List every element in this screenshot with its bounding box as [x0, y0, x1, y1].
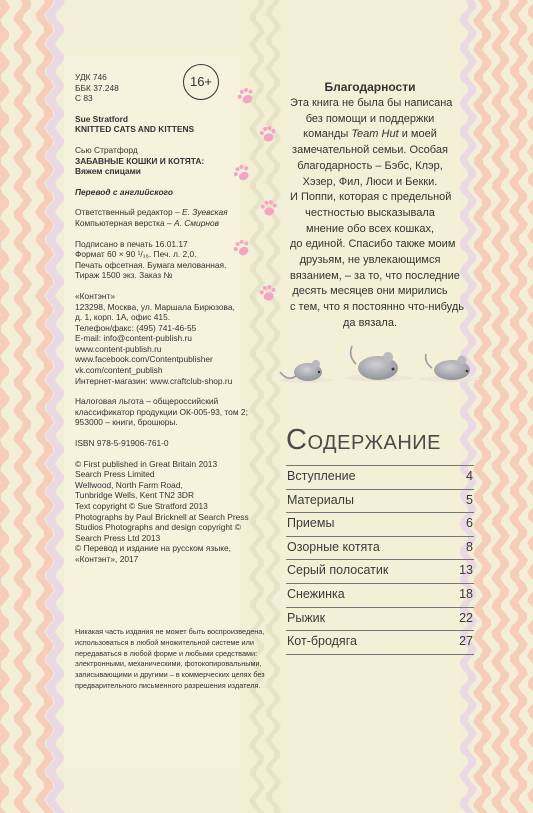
isbn-block — [75, 438, 275, 449]
copyright-line: © Перевод и издание на русском языке, — [75, 543, 231, 554]
toc-item-label: Рыжик — [287, 610, 326, 625]
acknowledgements-fragment: благодарность – Бэбс, Клэр, — [297, 159, 443, 172]
paw-print-icon — [256, 281, 280, 305]
copyright-line: «Контэнт», 2017 — [75, 553, 139, 564]
acknowledgements-line — [290, 159, 450, 175]
toc-item[interactable] — [286, 584, 474, 608]
publisher-block — [75, 291, 275, 386]
acknowledgements-fragment: друзьям, не увлекающимся — [299, 254, 441, 267]
copyright-line: Search Press Limited — [75, 469, 155, 480]
paw-print-icon — [256, 122, 279, 145]
toc-item[interactable] — [286, 560, 474, 584]
acknowledgements-line — [290, 284, 450, 300]
acknowledgements-fragment: с тем, что я постоянно что-нибудь — [290, 301, 464, 314]
print-line: Формат 60 × 90 ¹/₁₆. Печ. л. 2,0. — [75, 249, 197, 260]
toc-item-page: 8 — [466, 539, 473, 554]
original-title: KNITTED CATS AND KITTENS — [75, 124, 195, 135]
publisher-line: «Контэнт» — [75, 290, 116, 301]
toc-item-label: Озорные котята — [287, 539, 380, 554]
acknowledgements-line — [290, 316, 450, 332]
acknowledgements-fragment: И Поппи, которая с предельной — [290, 191, 452, 204]
toc-item-page: 6 — [466, 516, 473, 531]
toc-item-label: Снежинка — [287, 586, 345, 601]
print-line: Печать офсетная. Бумага мелованная. — [75, 259, 227, 270]
legal-notice — [75, 627, 275, 692]
copyright-line: Tunbridge Wells, Kent TN2 3DR — [75, 490, 195, 501]
acknowledgements-line — [290, 300, 464, 316]
acknowledgements-fragment: честностью высказывала — [305, 206, 435, 219]
copyright-line: Wellwood, North Farm Road, — [75, 479, 183, 490]
publisher-line: 123298, Москва, ул. Маршала Бирюзова, — [75, 301, 235, 312]
toc-item[interactable] — [286, 537, 474, 561]
tax-line: 953000 – книги, брошюры. — [75, 417, 178, 428]
acknowledgements-fragment: вязанием, – за то, что последние — [290, 269, 460, 282]
toc-item-label: Серый полосатик — [287, 563, 389, 578]
russian-title: ЗАБАВНЫЕ КОШКИ И КОТЯТА: — [75, 155, 205, 166]
original-edition-block — [75, 114, 275, 135]
legal-line: использоваться в любой множительной системе или — [75, 637, 254, 647]
publisher-line: E-mail: info@content-publish.ru — [75, 333, 192, 344]
legal-line: предварительного письменного разрешения издателя. — [75, 680, 261, 690]
toc-item[interactable] — [286, 608, 474, 632]
copyright-line: © First published in Great Britain 2013 — [75, 458, 218, 469]
acknowledgements-fragment: и моей — [398, 128, 437, 141]
copyright-line: Text copyright © Sue Stratford 2013 — [75, 501, 208, 511]
publisher-line: д. 1, корп. 1А, офис 415. — [75, 312, 171, 323]
translation-note: Перевод с английского — [75, 186, 173, 197]
paw-print-icon — [258, 197, 280, 219]
udk-code: УДК 746 — [75, 72, 107, 82]
copyright-line: Studios Photographs and design copyright © — [75, 522, 241, 533]
editor-name: Е. Зуевская — [181, 207, 228, 218]
acknowledgements-fragment: Хэзер, Фил, Люси и Бекки. — [302, 175, 438, 188]
acknowledgements-title: Благодарности — [324, 80, 416, 94]
acknowledgements-line — [290, 269, 460, 285]
editor-label: Ответственный редактор – — [75, 207, 182, 218]
toc-item[interactable] — [286, 513, 474, 537]
knitted-mice-photo — [276, 332, 488, 402]
acknowledgements-line — [290, 112, 450, 128]
publisher-line: www.content-publish.ru — [75, 343, 162, 354]
toc-item-label: Кот-бродяга — [287, 634, 357, 649]
acknowledgements-fragment: команды — [303, 128, 352, 141]
toc-item-page: 18 — [459, 586, 473, 601]
tax-line: Налоговая льгота – общероссийский — [75, 396, 219, 407]
publisher-line: Телефон/факс: (495) 741-46-55 — [75, 322, 197, 333]
toc-item-page: 27 — [459, 634, 473, 649]
imprint-column — [75, 72, 275, 575]
toc-item-page: 22 — [459, 610, 473, 625]
layout-name: А. Смирнов — [174, 217, 219, 228]
print-line: Тираж 1500 экз. Заказ № — [75, 270, 173, 281]
acknowledgements-line — [290, 190, 450, 206]
acknowledgements-fragment: до единой. Спасибо также моим — [290, 238, 456, 251]
toc-item-label: Приемы — [287, 516, 335, 531]
original-author: Sue Stratford — [75, 113, 129, 124]
tax-block — [75, 396, 275, 428]
acknowledgements-line — [290, 237, 456, 253]
russian-subtitle: Вяжем спицами — [75, 166, 141, 177]
toc-item[interactable] — [286, 490, 474, 514]
bbk-code: ББК 37.248 — [75, 82, 119, 93]
acknowledgements-fragment: мнение обо всех кошках, — [306, 222, 434, 235]
acknowledgements-line — [290, 96, 453, 112]
contents-title: Содержание — [286, 424, 442, 456]
toc-item[interactable] — [286, 631, 474, 655]
acknowledgements-fragment: да вязала. — [342, 316, 398, 329]
toc-item-page: 4 — [466, 469, 473, 483]
toc-item-page: 5 — [466, 492, 473, 507]
acknowledgements-fragment: Эта книга не была бы написана — [290, 97, 453, 109]
translation-note-block — [75, 187, 275, 198]
russian-author: Сью Стратфорд — [75, 144, 138, 155]
editor-line — [75, 207, 275, 218]
layout-line — [75, 218, 275, 229]
toc-item[interactable] — [286, 465, 474, 490]
staff-block — [75, 207, 275, 228]
table-of-contents — [286, 465, 474, 655]
toc-item-label: Материалы — [287, 492, 354, 507]
legal-line: Никакая часть издания не может быть воспроизведена, — [75, 627, 265, 636]
acknowledgements — [290, 80, 464, 332]
age-rating-badge: 16+ — [183, 64, 219, 100]
acknowledgements-fragment: замечательной семьи. Особая — [292, 144, 448, 157]
legal-line: записывающими и другими – в коммерческих целях без — [75, 670, 265, 680]
legal-line: передаваться в любой форме и любыми средствами: — [75, 648, 258, 658]
acknowledgements-text — [290, 96, 464, 332]
publisher-line: vk.com/content_publish — [75, 365, 163, 376]
acknowledgements-line — [290, 143, 450, 159]
team-name: Team Hut — [351, 128, 399, 141]
acknowledgements-line — [290, 222, 450, 238]
copyright-line: Photographs by Paul Bricknell at Search Press — [75, 511, 249, 522]
acknowledgements-line — [290, 175, 450, 191]
toc-item-page: 13 — [459, 563, 473, 578]
tax-line: классификатор продукции ОК-005-93, том 2; — [75, 406, 248, 417]
publisher-line: www.facebook.com/Contentpublisher — [75, 354, 213, 365]
acknowledgements-line — [290, 206, 450, 222]
author-mark: С 83 — [75, 93, 93, 104]
toc-item-label: Вступление — [287, 469, 356, 483]
legal-line: электронными, механическими, фотокопировальными, — [75, 659, 262, 669]
isbn: ISBN 978-5-91906-761-0 — [75, 438, 169, 449]
acknowledgements-line — [290, 127, 450, 143]
acknowledgements-fragment: без помощи и поддержки — [305, 112, 435, 125]
acknowledgements-line — [290, 253, 450, 269]
layout-label: Компьютерная верстка – — [75, 217, 175, 228]
acknowledgements-fragment: десять месяцев они мирились — [292, 285, 448, 298]
copyright-block — [75, 459, 275, 565]
copyright-line: Search Press Ltd 2013 — [75, 532, 161, 543]
print-line: Подписано в печать 16.01.17 — [75, 238, 188, 249]
publisher-line: Интернет-магазин: www.craftclub-shop.ru — [75, 375, 233, 386]
